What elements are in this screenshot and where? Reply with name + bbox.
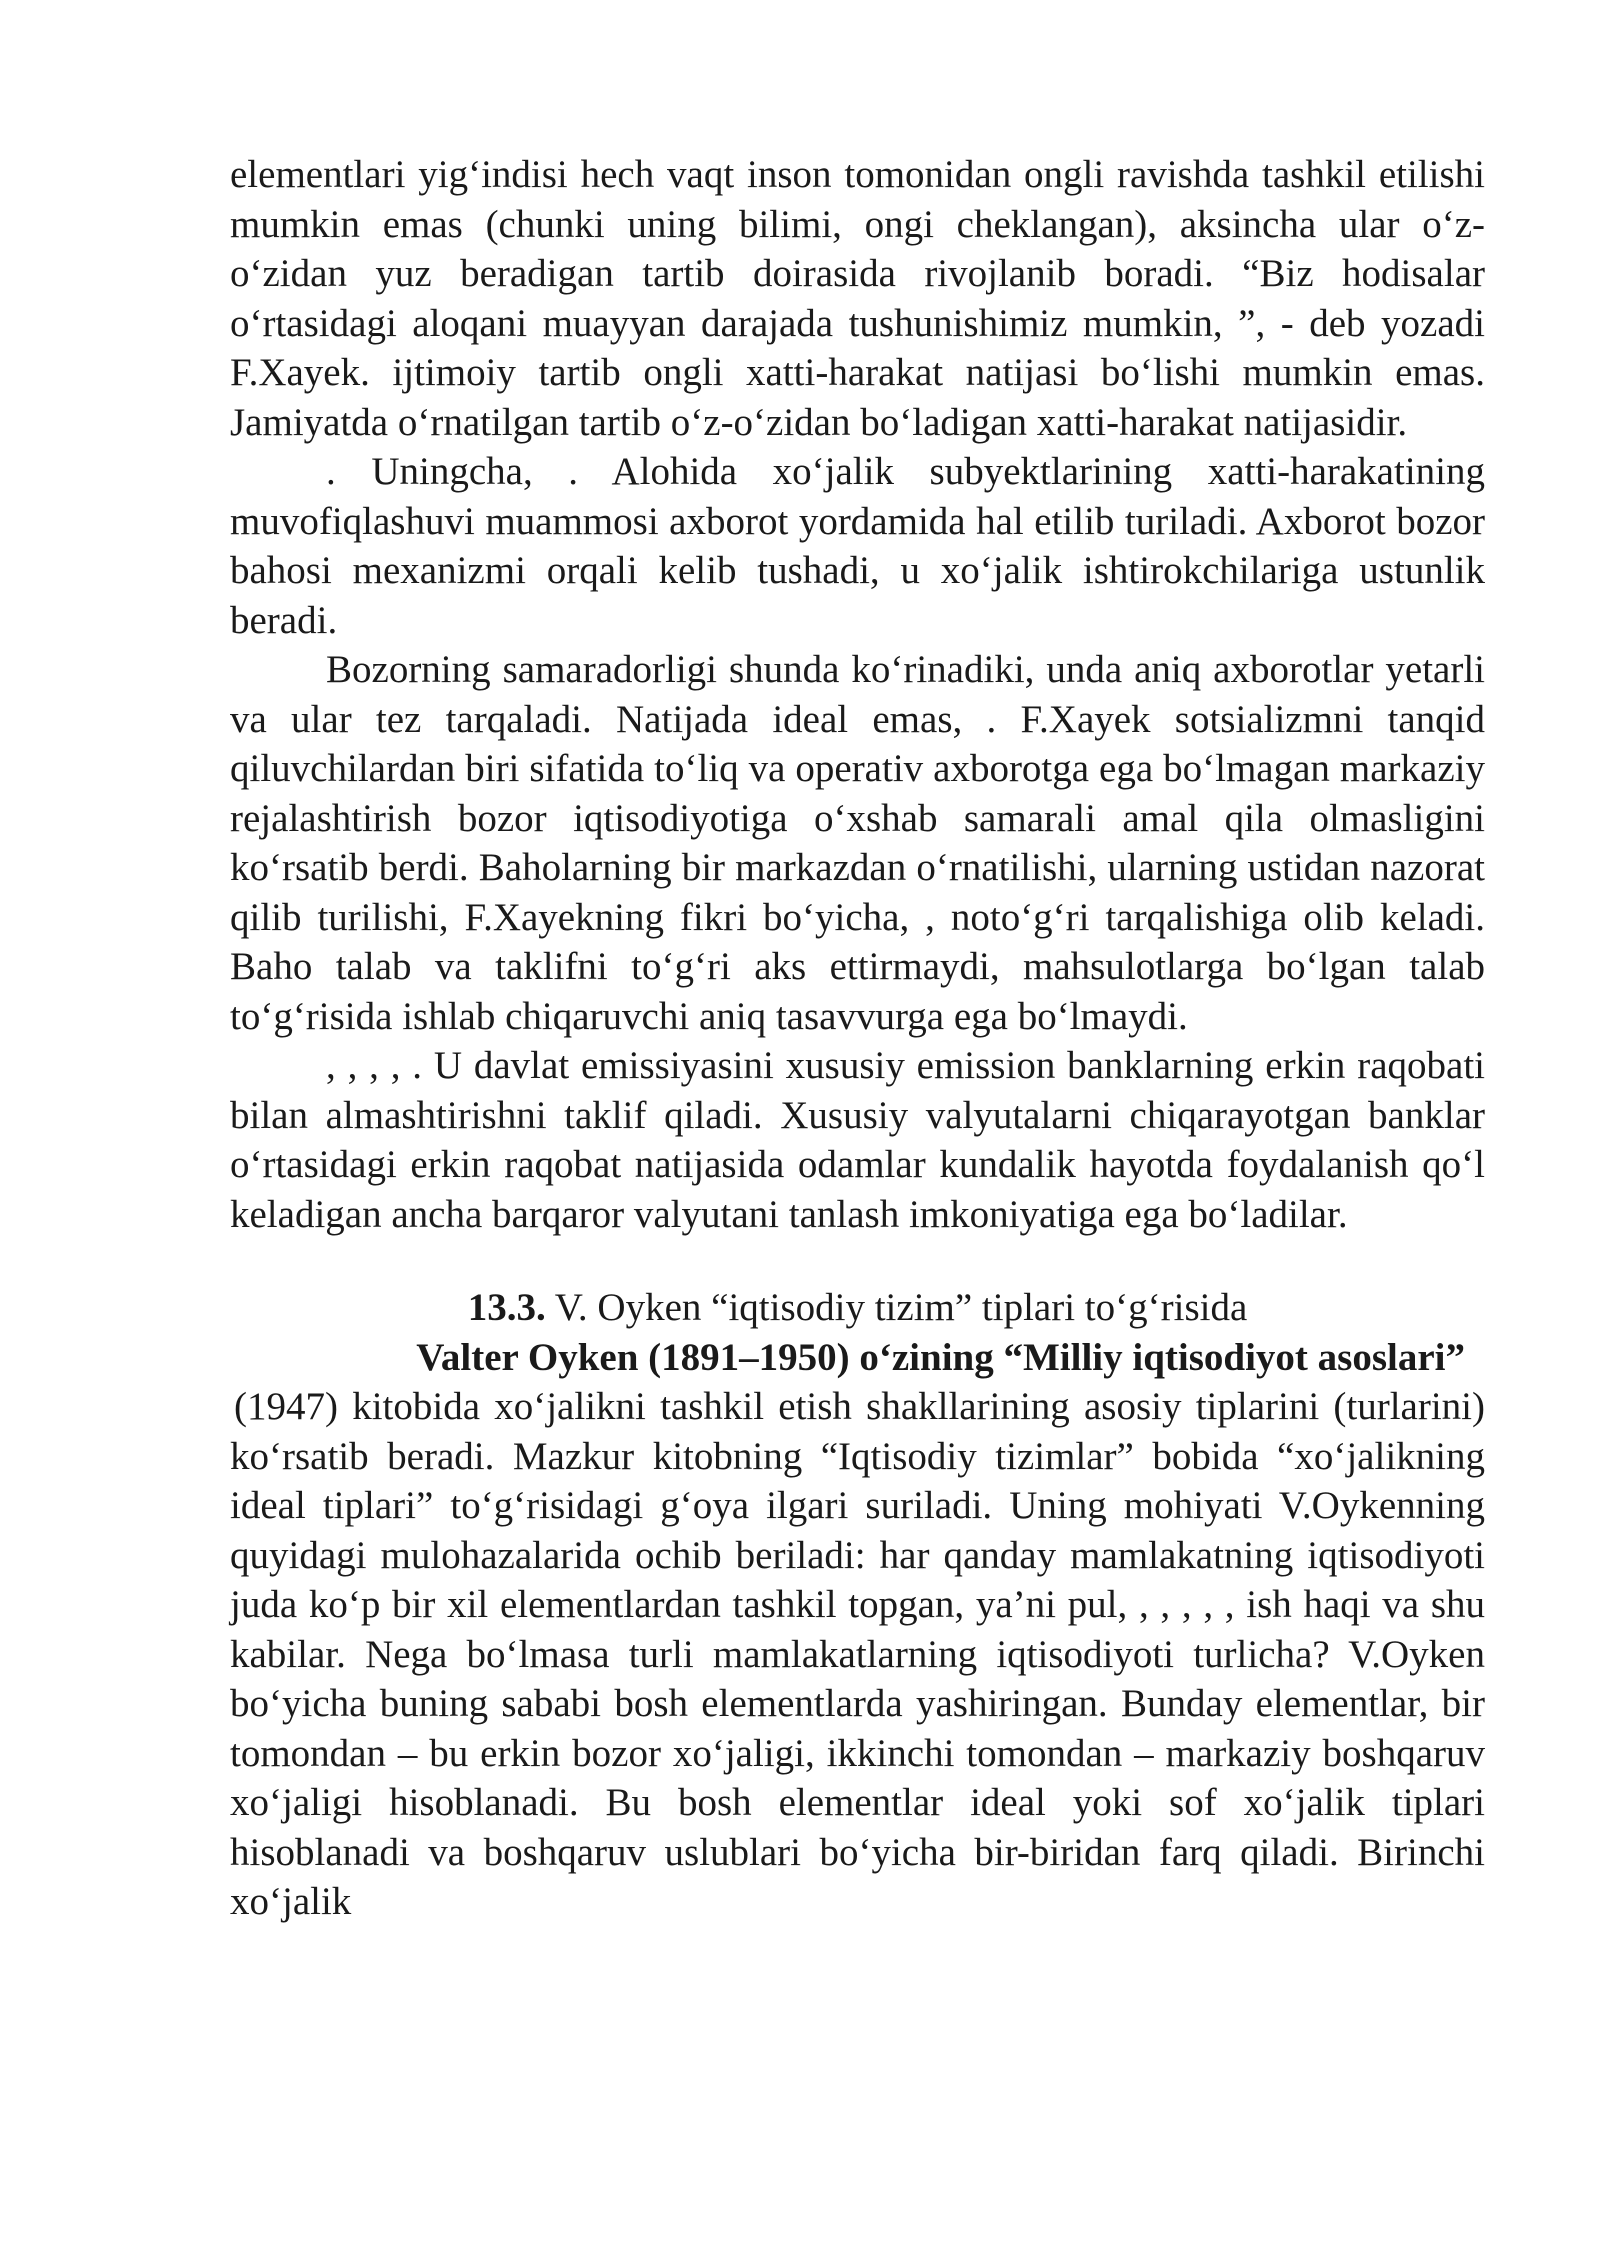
paragraph-information: . Uningcha, . Alohida xo‘jalik subyektlarining xatti-harakatining muvofiqlashuvi muammosi axborot yordamida hal etilib turiladi. Axborot bozor bahosi mexanizmi orqali kelib tushadi, u xo‘jalik ishtirokchilariga ustunlik beradi. [230, 450, 1485, 642]
section-number: 13.3. [467, 1286, 546, 1329]
subheading: Valter Oyken (1891–1950) o‘zining “Milliy iqtisodiyot asoslari” [416, 1335, 1465, 1379]
document-page [230, 150, 1485, 1927]
section-heading [230, 1283, 1485, 1333]
paragraph-private-currency: , , , , . U davlat emissiyasini xususiy emission banklarning erkin raqobati bilan almashtirishni taklif qiladi. Xususiy valyutalarni chiqarayotgan banklar o‘rtasidagi erkin raqobat natijasida odamlar kundalik hayotda foydalanish qo‘l keladigan ancha barqaror valyutani tanlash imkoniyatiga ega bo‘ladilar. [230, 1044, 1485, 1236]
paragraph-eucken: (1947) kitobida xo‘jalikni tashkil etish shakllarining asosiy tiplarini (turlarini) ko‘rsatib beradi. Mazkur kitobning “Iqtisodiy tizimlar” bobida “xo‘jalikning ideal tiplari” to‘g‘risidagi g‘oya ilgari suriladi. Uning mohiyati V.Oykenning quyidagi mulohazalarida ochib beriladi: har qanday mamlakatning iqtisodiyoti juda ko‘p bir xil elementlardan tashkil topgan, ya’ni pul, , , , , , ish haqi va shu kabilar. Nega bo‘lmasa turli mamlakatlarning iqtisodiyoti turlicha? V.Oyken bo‘yicha buning sababi bosh elementlarda yashiringan. Bunday elementlar, bir tomondan – bu erkin bozor xo‘jaligi, ikkinchi tomondan – markaziy boshqaruv xo‘jaligi hisoblanadi. Bu bosh elementlar ideal yoki sof xo‘jalik tiplari hisoblanadi va boshqaruv uslublari bo‘yicha bir-biridan farq qiladi. Birinchi xo‘jalik [230, 1385, 1485, 1923]
section-title: V. Oyken “iqtisodiy tizim” tiplari to‘g‘risida [554, 1286, 1248, 1329]
paragraph-hayek-order: elementlari yig‘indisi hech vaqt inson tomonidan ongli ravishda tashkil etilishi mumkin emas (chunki uning bilimi, ongi cheklangan), aksincha ular o‘z-o‘zidan yuz beradigan tartib doirasida rivojlanib boradi. “Biz hodisalar o‘rtasidagi aloqani muayyan darajada tushunishimiz mumkin, ”, - deb yozadi F.Xayek. ijtimoiy tartib ongli xatti-harakat natijasi bo‘lishi mumkin emas. Jamiyatda o‘rnatilgan tartib o‘z-o‘zidan bo‘ladigan xatti-harakat natijasidir. [230, 153, 1485, 444]
paragraph-market-efficiency: Bozorning samaradorligi shunda ko‘rinadiki, unda aniq axborotlar yetarli va ular tez tarqaladi. Natijada ideal emas, . F.Xayek sotsializmni tanqid qiluvchilardan biri sifatida to‘liq va operativ axborotga ega bo‘lmagan markaziy rejalashtirish bozor iqtisodiyotiga o‘xshab samarali amal qila olmasligini ko‘rsatib berdi. Baholarning bir markazdan o‘rnatilishi, ularning ustidan nazorat qilib turilishi, F.Xayekning fikri bo‘yicha, , noto‘g‘ri tarqalishiga olib keladi. Baho talab va taklifni to‘g‘ri aks ettirmaydi, mahsulotlarga bo‘lgan talab to‘g‘risida ishlab chiqaruvchi aniq tasavvurga ega bo‘lmaydi. [230, 648, 1485, 1038]
